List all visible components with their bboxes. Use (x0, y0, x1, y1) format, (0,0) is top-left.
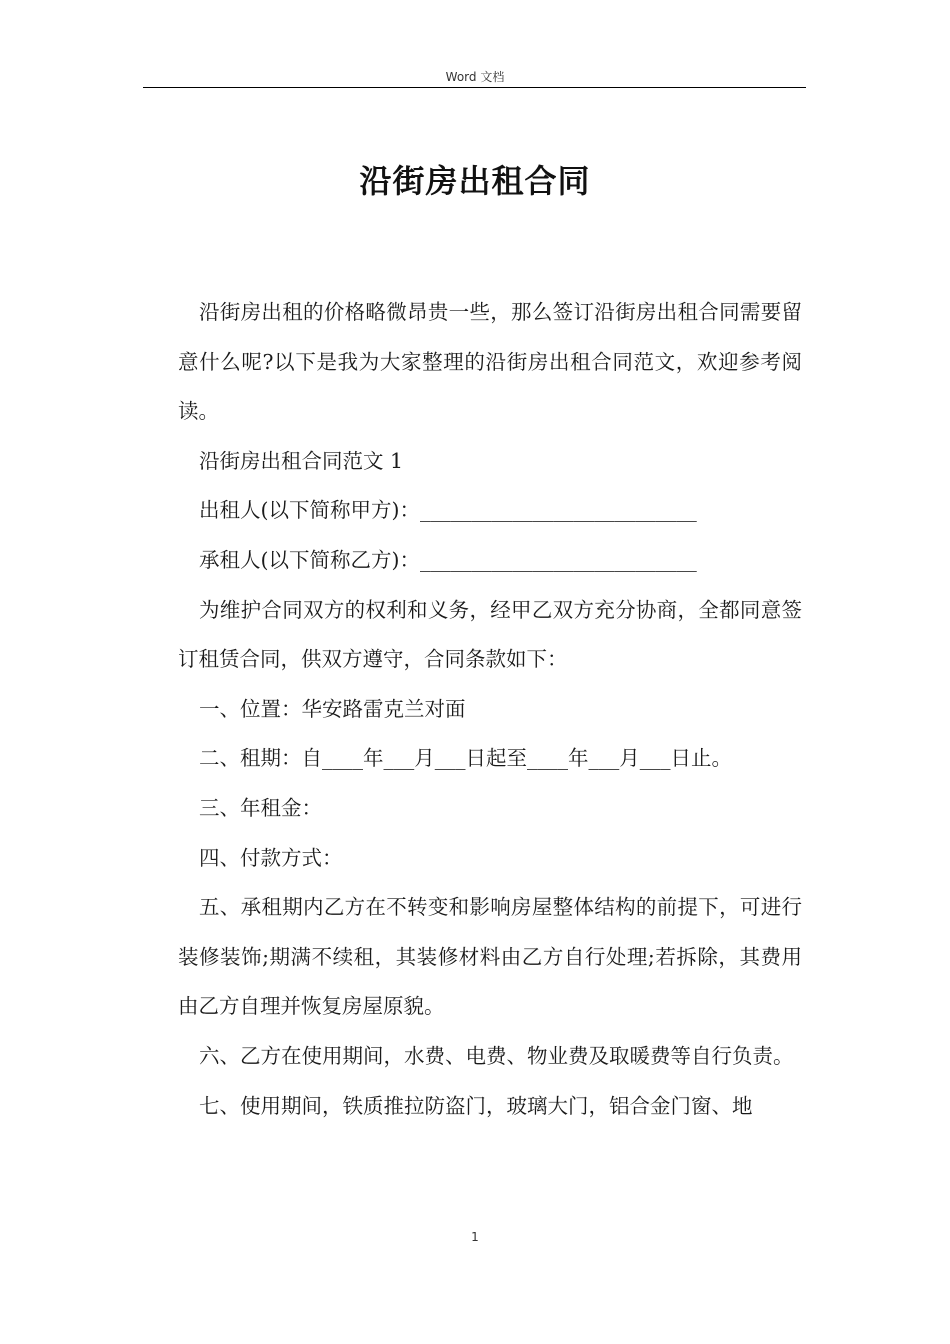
page-header: Word 文档 (445, 70, 505, 84)
clause-payment-method: 四、付款方式： (199, 845, 343, 870)
preamble-paragraph: 为维护合同双方的权利和义务，经甲乙双方充分协商，全都同意签订租赁合同，供双方遵守，合同条款如下： (178, 597, 802, 672)
clause-annual-rent: 三、年租金： (199, 795, 322, 820)
page-number: 1 (471, 1230, 479, 1244)
header-divider (143, 87, 806, 88)
clause-fixtures: 七、使用期间，铁质推拉防盗门，玻璃大门，铝合金门窗、地 (199, 1093, 753, 1118)
lessor-line: 出租人(以下简称甲方)：___________________________ (199, 498, 697, 523)
document-body (178, 288, 802, 1131)
lessee-line: 承租人(以下简称乙方)：___________________________ (199, 547, 697, 572)
clause-renovation: 五、承租期内乙方在不转变和影响房屋整体结构的前提下，可进行装修装饰;期满不续租，其装修材料由乙方自行处理;若拆除，其费用由乙方自理并恢复房屋原貌。 (178, 895, 802, 1019)
clause-location: 一、位置：华安路雷克兰对面 (199, 696, 466, 721)
intro-paragraph: 沿街房出租的价格略微昂贵一些，那么签订沿街房出租合同需要留意什么呢?以下是我为大家整理的沿街房出租合同范文，欢迎参考阅读。 (178, 300, 802, 424)
section-heading: 沿街房出租合同范文 1 (199, 448, 404, 473)
clause-term: 二、租期：自____年___月___日起至____年___月___日止。 (199, 746, 732, 771)
document-title: 沿街房出租合同 (359, 162, 591, 200)
clause-utilities: 六、乙方在使用期间，水费、电费、物业费及取暖费等自行负责。 (199, 1043, 794, 1068)
